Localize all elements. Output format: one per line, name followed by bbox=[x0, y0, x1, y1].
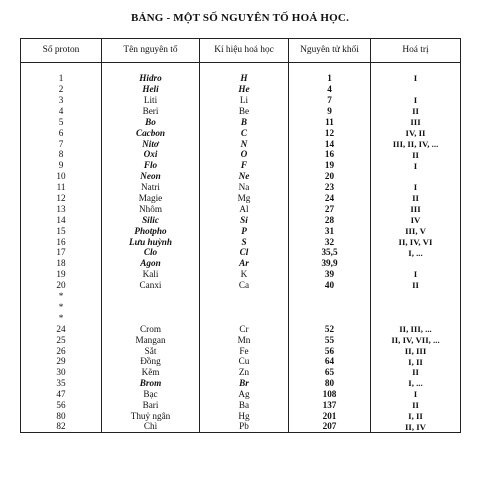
cell-symbol: Li bbox=[200, 95, 289, 106]
table-row bbox=[21, 171, 461, 182]
table-row bbox=[21, 226, 461, 237]
cell-valence: II bbox=[371, 280, 461, 291]
cell-mass: 201 bbox=[289, 411, 371, 422]
cell-mass: 16 bbox=[289, 150, 371, 161]
cell-mass: 108 bbox=[289, 389, 371, 400]
elements-table bbox=[20, 38, 461, 433]
cell-symbol: O bbox=[200, 150, 289, 161]
cell-symbol: Ar bbox=[200, 259, 289, 270]
table-row bbox=[21, 73, 461, 84]
table-row bbox=[21, 280, 461, 291]
cell-mass: 19 bbox=[289, 161, 371, 172]
table-row bbox=[21, 215, 461, 226]
cell-name: Magie bbox=[102, 193, 200, 204]
table-row bbox=[21, 106, 461, 117]
cell-symbol: S bbox=[200, 237, 289, 248]
cell-name: Kẽm bbox=[102, 367, 200, 378]
cell-name: Kali bbox=[102, 269, 200, 280]
cell-valence: II bbox=[371, 367, 461, 378]
table-row bbox=[21, 269, 461, 280]
cell-name: Flo bbox=[102, 161, 200, 172]
header-name: Tên nguyên tố bbox=[102, 39, 200, 63]
table-row bbox=[21, 128, 461, 139]
header-valence: Hoá trị bbox=[371, 39, 461, 63]
cell-symbol: H bbox=[200, 73, 289, 84]
cell-name: Crom bbox=[102, 324, 200, 335]
cell-symbol: Ag bbox=[200, 389, 289, 400]
cell-symbol: Na bbox=[200, 182, 289, 193]
cell-mass: 40 bbox=[289, 280, 371, 291]
cell-symbol: Br bbox=[200, 378, 289, 389]
header-symbol: Kí hiệu hoá học bbox=[200, 39, 289, 63]
header-row bbox=[21, 39, 461, 63]
cell-proton: 16 bbox=[21, 237, 102, 248]
cell-mass: 207 bbox=[289, 422, 371, 433]
cell-valence: II bbox=[371, 193, 461, 204]
cell-valence: I bbox=[371, 161, 461, 172]
cell-name: Thuỷ ngân bbox=[102, 411, 200, 422]
table-row bbox=[21, 193, 461, 204]
cell-mass: 52 bbox=[289, 324, 371, 335]
cell-valence: I, II bbox=[371, 357, 461, 368]
cell-mass: 65 bbox=[289, 367, 371, 378]
table-row bbox=[21, 302, 461, 313]
cell-name: Liti bbox=[102, 95, 200, 106]
cell-valence: I, ... bbox=[371, 248, 461, 259]
cell-proton: 7 bbox=[21, 139, 102, 150]
cell-symbol: N bbox=[200, 139, 289, 150]
cell-name: Đồng bbox=[102, 357, 200, 368]
cell-name: Agon bbox=[102, 259, 200, 270]
table-row bbox=[21, 237, 461, 248]
cell-valence: II bbox=[371, 400, 461, 411]
table-row bbox=[21, 182, 461, 193]
cell-mass: 55 bbox=[289, 335, 371, 346]
table-row bbox=[21, 411, 461, 422]
cell-symbol: Ba bbox=[200, 400, 289, 411]
cell-valence: I, II bbox=[371, 411, 461, 422]
cell-symbol: P bbox=[200, 226, 289, 237]
cell-mass: 56 bbox=[289, 346, 371, 357]
cell-valence: III, II, IV, ... bbox=[371, 139, 461, 150]
cell-name: Photpho bbox=[102, 226, 200, 237]
cell-mass: 28 bbox=[289, 215, 371, 226]
table-row bbox=[21, 346, 461, 357]
cell-symbol bbox=[200, 302, 289, 313]
cell-valence: II, IV bbox=[371, 422, 461, 433]
cell-name: Heli bbox=[102, 84, 200, 95]
cell-valence: IV, II bbox=[371, 128, 461, 139]
cell-mass bbox=[289, 302, 371, 313]
cell-symbol: Ca bbox=[200, 280, 289, 291]
cell-proton: 13 bbox=[21, 204, 102, 215]
cell-name: Beri bbox=[102, 106, 200, 117]
cell-symbol: F bbox=[200, 161, 289, 172]
cell-name: Clo bbox=[102, 248, 200, 259]
cell-valence: I bbox=[371, 95, 461, 106]
cell-symbol: Pb bbox=[200, 422, 289, 433]
table-row bbox=[21, 248, 461, 259]
cell-symbol: Hg bbox=[200, 411, 289, 422]
cell-name: Neon bbox=[102, 171, 200, 182]
table-row bbox=[21, 389, 461, 400]
spacer-row bbox=[21, 63, 461, 74]
cell-name: Hidro bbox=[102, 73, 200, 84]
cell-proton: * bbox=[21, 313, 102, 324]
cell-mass: 9 bbox=[289, 106, 371, 117]
cell-name bbox=[102, 302, 200, 313]
table-row bbox=[21, 161, 461, 172]
cell-symbol: Si bbox=[200, 215, 289, 226]
cell-mass: 1 bbox=[289, 73, 371, 84]
cell-proton: 2 bbox=[21, 84, 102, 95]
cell-name: Nitơ bbox=[102, 139, 200, 150]
cell-mass: 35,5 bbox=[289, 248, 371, 259]
cell-name: Oxi bbox=[102, 150, 200, 161]
cell-proton: 1 bbox=[21, 73, 102, 84]
cell-proton: 35 bbox=[21, 378, 102, 389]
cell-proton: 11 bbox=[21, 182, 102, 193]
cell-valence bbox=[371, 171, 461, 182]
cell-valence: II, IV, VI bbox=[371, 237, 461, 248]
cell-symbol: Cl bbox=[200, 248, 289, 259]
cell-proton: 12 bbox=[21, 193, 102, 204]
cell-mass bbox=[289, 291, 371, 302]
cell-name: Bo bbox=[102, 117, 200, 128]
cell-proton: 18 bbox=[21, 259, 102, 270]
cell-symbol: Cu bbox=[200, 357, 289, 368]
cell-proton: * bbox=[21, 302, 102, 313]
cell-mass: 20 bbox=[289, 171, 371, 182]
cell-symbol bbox=[200, 313, 289, 324]
cell-mass: 39 bbox=[289, 269, 371, 280]
cell-proton: 30 bbox=[21, 367, 102, 378]
cell-name: Cacbon bbox=[102, 128, 200, 139]
cell-mass: 80 bbox=[289, 378, 371, 389]
cell-proton: 80 bbox=[21, 411, 102, 422]
cell-mass: 31 bbox=[289, 226, 371, 237]
cell-name: Lưu huỳnh bbox=[102, 237, 200, 248]
cell-proton: 8 bbox=[21, 150, 102, 161]
header-mass: Nguyên tử khối bbox=[289, 39, 371, 63]
cell-name: Chì bbox=[102, 422, 200, 433]
cell-name: Bạc bbox=[102, 389, 200, 400]
cell-symbol: Zn bbox=[200, 367, 289, 378]
page-title: BẢNG - MỘT SỐ NGUYÊN TỐ HOÁ HỌC. bbox=[130, 12, 350, 24]
cell-proton: 82 bbox=[21, 422, 102, 433]
cell-mass: 27 bbox=[289, 204, 371, 215]
cell-valence bbox=[371, 313, 461, 324]
cell-proton: 20 bbox=[21, 280, 102, 291]
cell-mass: 39,9 bbox=[289, 259, 371, 270]
cell-mass: 24 bbox=[289, 193, 371, 204]
cell-symbol: Mg bbox=[200, 193, 289, 204]
cell-mass: 137 bbox=[289, 400, 371, 411]
table-row bbox=[21, 84, 461, 95]
cell-mass: 7 bbox=[289, 95, 371, 106]
table-row bbox=[21, 422, 461, 433]
cell-proton: 15 bbox=[21, 226, 102, 237]
cell-proton: 47 bbox=[21, 389, 102, 400]
cell-valence bbox=[371, 84, 461, 95]
table-row bbox=[21, 367, 461, 378]
table-row bbox=[21, 357, 461, 368]
cell-symbol: K bbox=[200, 269, 289, 280]
cell-proton: 4 bbox=[21, 106, 102, 117]
cell-symbol: He bbox=[200, 84, 289, 95]
cell-valence: II bbox=[371, 150, 461, 161]
cell-name bbox=[102, 291, 200, 302]
cell-proton: 9 bbox=[21, 161, 102, 172]
table-header bbox=[21, 39, 461, 63]
cell-symbol: Ne bbox=[200, 171, 289, 182]
cell-symbol: Mn bbox=[200, 335, 289, 346]
table-row bbox=[21, 150, 461, 161]
cell-name: Nhôm bbox=[102, 204, 200, 215]
cell-valence: II, III, ... bbox=[371, 324, 461, 335]
cell-symbol: Fe bbox=[200, 346, 289, 357]
cell-valence: I bbox=[371, 73, 461, 84]
table-row bbox=[21, 117, 461, 128]
cell-name: Mangan bbox=[102, 335, 200, 346]
cell-valence: I bbox=[371, 269, 461, 280]
cell-mass: 14 bbox=[289, 139, 371, 150]
cell-name: Sắt bbox=[102, 346, 200, 357]
table-row bbox=[21, 139, 461, 150]
cell-name: Natri bbox=[102, 182, 200, 193]
cell-valence bbox=[371, 291, 461, 302]
table-row bbox=[21, 400, 461, 411]
cell-valence: III bbox=[371, 117, 461, 128]
cell-proton: 19 bbox=[21, 269, 102, 280]
cell-valence: II, III bbox=[371, 346, 461, 357]
table-row bbox=[21, 324, 461, 335]
cell-proton: 26 bbox=[21, 346, 102, 357]
cell-mass: 11 bbox=[289, 117, 371, 128]
cell-proton: 25 bbox=[21, 335, 102, 346]
cell-proton: 3 bbox=[21, 95, 102, 106]
cell-mass: 12 bbox=[289, 128, 371, 139]
table-body bbox=[21, 63, 461, 433]
cell-valence: II bbox=[371, 106, 461, 117]
cell-valence bbox=[371, 259, 461, 270]
cell-valence: IV bbox=[371, 215, 461, 226]
cell-valence: I, ... bbox=[371, 378, 461, 389]
cell-proton: 14 bbox=[21, 215, 102, 226]
table-row bbox=[21, 291, 461, 302]
cell-symbol: B bbox=[200, 117, 289, 128]
cell-valence bbox=[371, 302, 461, 313]
table-row bbox=[21, 95, 461, 106]
cell-valence: I bbox=[371, 182, 461, 193]
cell-proton: * bbox=[21, 291, 102, 302]
table-row bbox=[21, 335, 461, 346]
cell-proton: 29 bbox=[21, 357, 102, 368]
cell-mass: 4 bbox=[289, 84, 371, 95]
table-row bbox=[21, 378, 461, 389]
cell-proton: 24 bbox=[21, 324, 102, 335]
cell-proton: 56 bbox=[21, 400, 102, 411]
cell-name: Bari bbox=[102, 400, 200, 411]
cell-symbol: C bbox=[200, 128, 289, 139]
cell-proton: 6 bbox=[21, 128, 102, 139]
cell-name bbox=[102, 313, 200, 324]
cell-symbol: Al bbox=[200, 204, 289, 215]
cell-symbol bbox=[200, 291, 289, 302]
cell-name: Brom bbox=[102, 378, 200, 389]
cell-name: Canxi bbox=[102, 280, 200, 291]
table-row bbox=[21, 204, 461, 215]
cell-mass: 23 bbox=[289, 182, 371, 193]
cell-valence: III, V bbox=[371, 226, 461, 237]
cell-symbol: Be bbox=[200, 106, 289, 117]
cell-proton: 17 bbox=[21, 248, 102, 259]
cell-proton: 5 bbox=[21, 117, 102, 128]
cell-mass: 64 bbox=[289, 357, 371, 368]
header-proton: Số proton bbox=[21, 39, 102, 63]
cell-valence: III bbox=[371, 204, 461, 215]
cell-symbol: Cr bbox=[200, 324, 289, 335]
table-row bbox=[21, 259, 461, 270]
table-row bbox=[21, 313, 461, 324]
cell-proton: 10 bbox=[21, 171, 102, 182]
cell-name: Silic bbox=[102, 215, 200, 226]
cell-mass bbox=[289, 313, 371, 324]
cell-valence: II, IV, VII, ... bbox=[371, 335, 461, 346]
cell-mass: 32 bbox=[289, 237, 371, 248]
cell-valence: I bbox=[371, 389, 461, 400]
